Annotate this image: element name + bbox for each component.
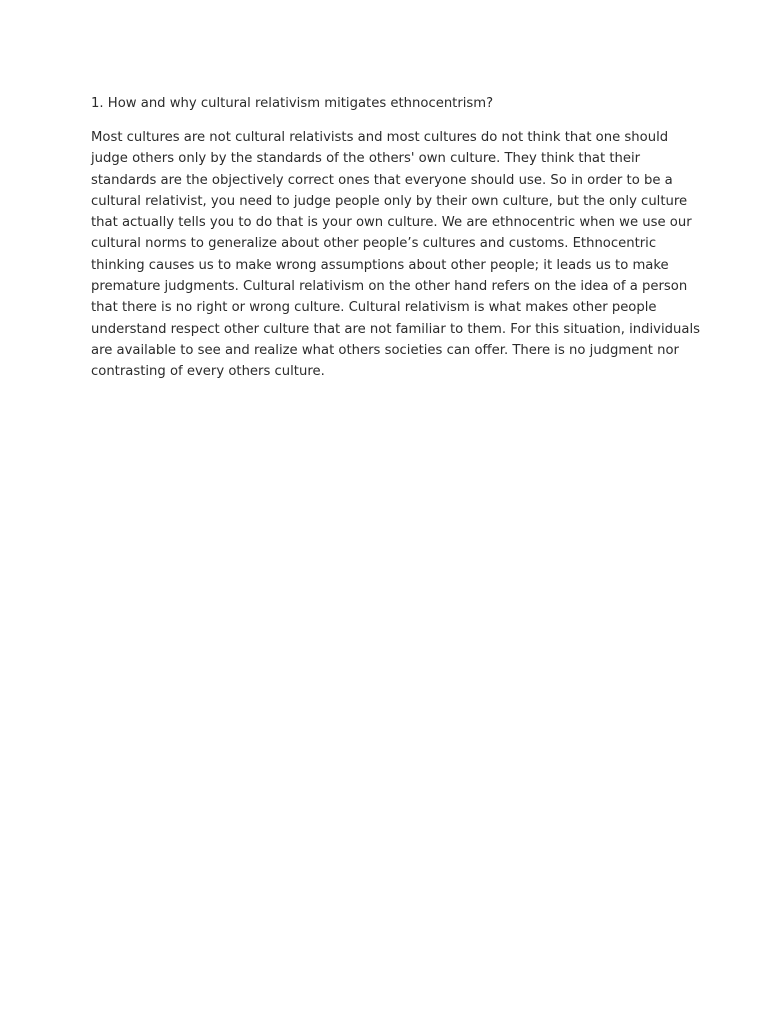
question-heading: 1. How and why cultural relativism mitigates ethnocentrism?: [91, 96, 494, 111]
answer-line: that there is no right or wrong culture. Cultural relativism is what makes other people: [91, 300, 657, 316]
document-body: [91, 94, 700, 383]
answer-line: Most cultures are not cultural relativists and most cultures do not think that one should: [91, 130, 669, 145]
answer-line: premature judgments. Cultural relativism on the other hand refers on the idea of a person: [91, 279, 688, 295]
answer-line: cultural norms to generalize about other people’s cultures and customs. Ethnocentric: [91, 236, 657, 252]
answer-line: that actually tells you to do that is your own culture. We are ethnocentric when we use our: [91, 215, 692, 231]
answer-line: understand respect other culture that are not familiar to them. For this situation, individuals: [91, 321, 700, 337]
answer-line: cultural relativist, you need to judge people only by their own culture, but the only culture: [91, 193, 688, 209]
answer-line: standards are the objectively correct ones that everyone should use. So in order to be a: [91, 172, 673, 188]
answer-paragraph: [91, 127, 700, 383]
answer-line: judge others only by the standards of the others' own culture. They think that their: [91, 151, 641, 167]
answer-line: are available to see and realize what others societies can offer. There is no judgment nor: [91, 342, 679, 358]
answer-line: contrasting of every others culture.: [91, 364, 325, 380]
answer-line: thinking causes us to make wrong assumptions about other people; it leads us to make: [91, 257, 669, 273]
